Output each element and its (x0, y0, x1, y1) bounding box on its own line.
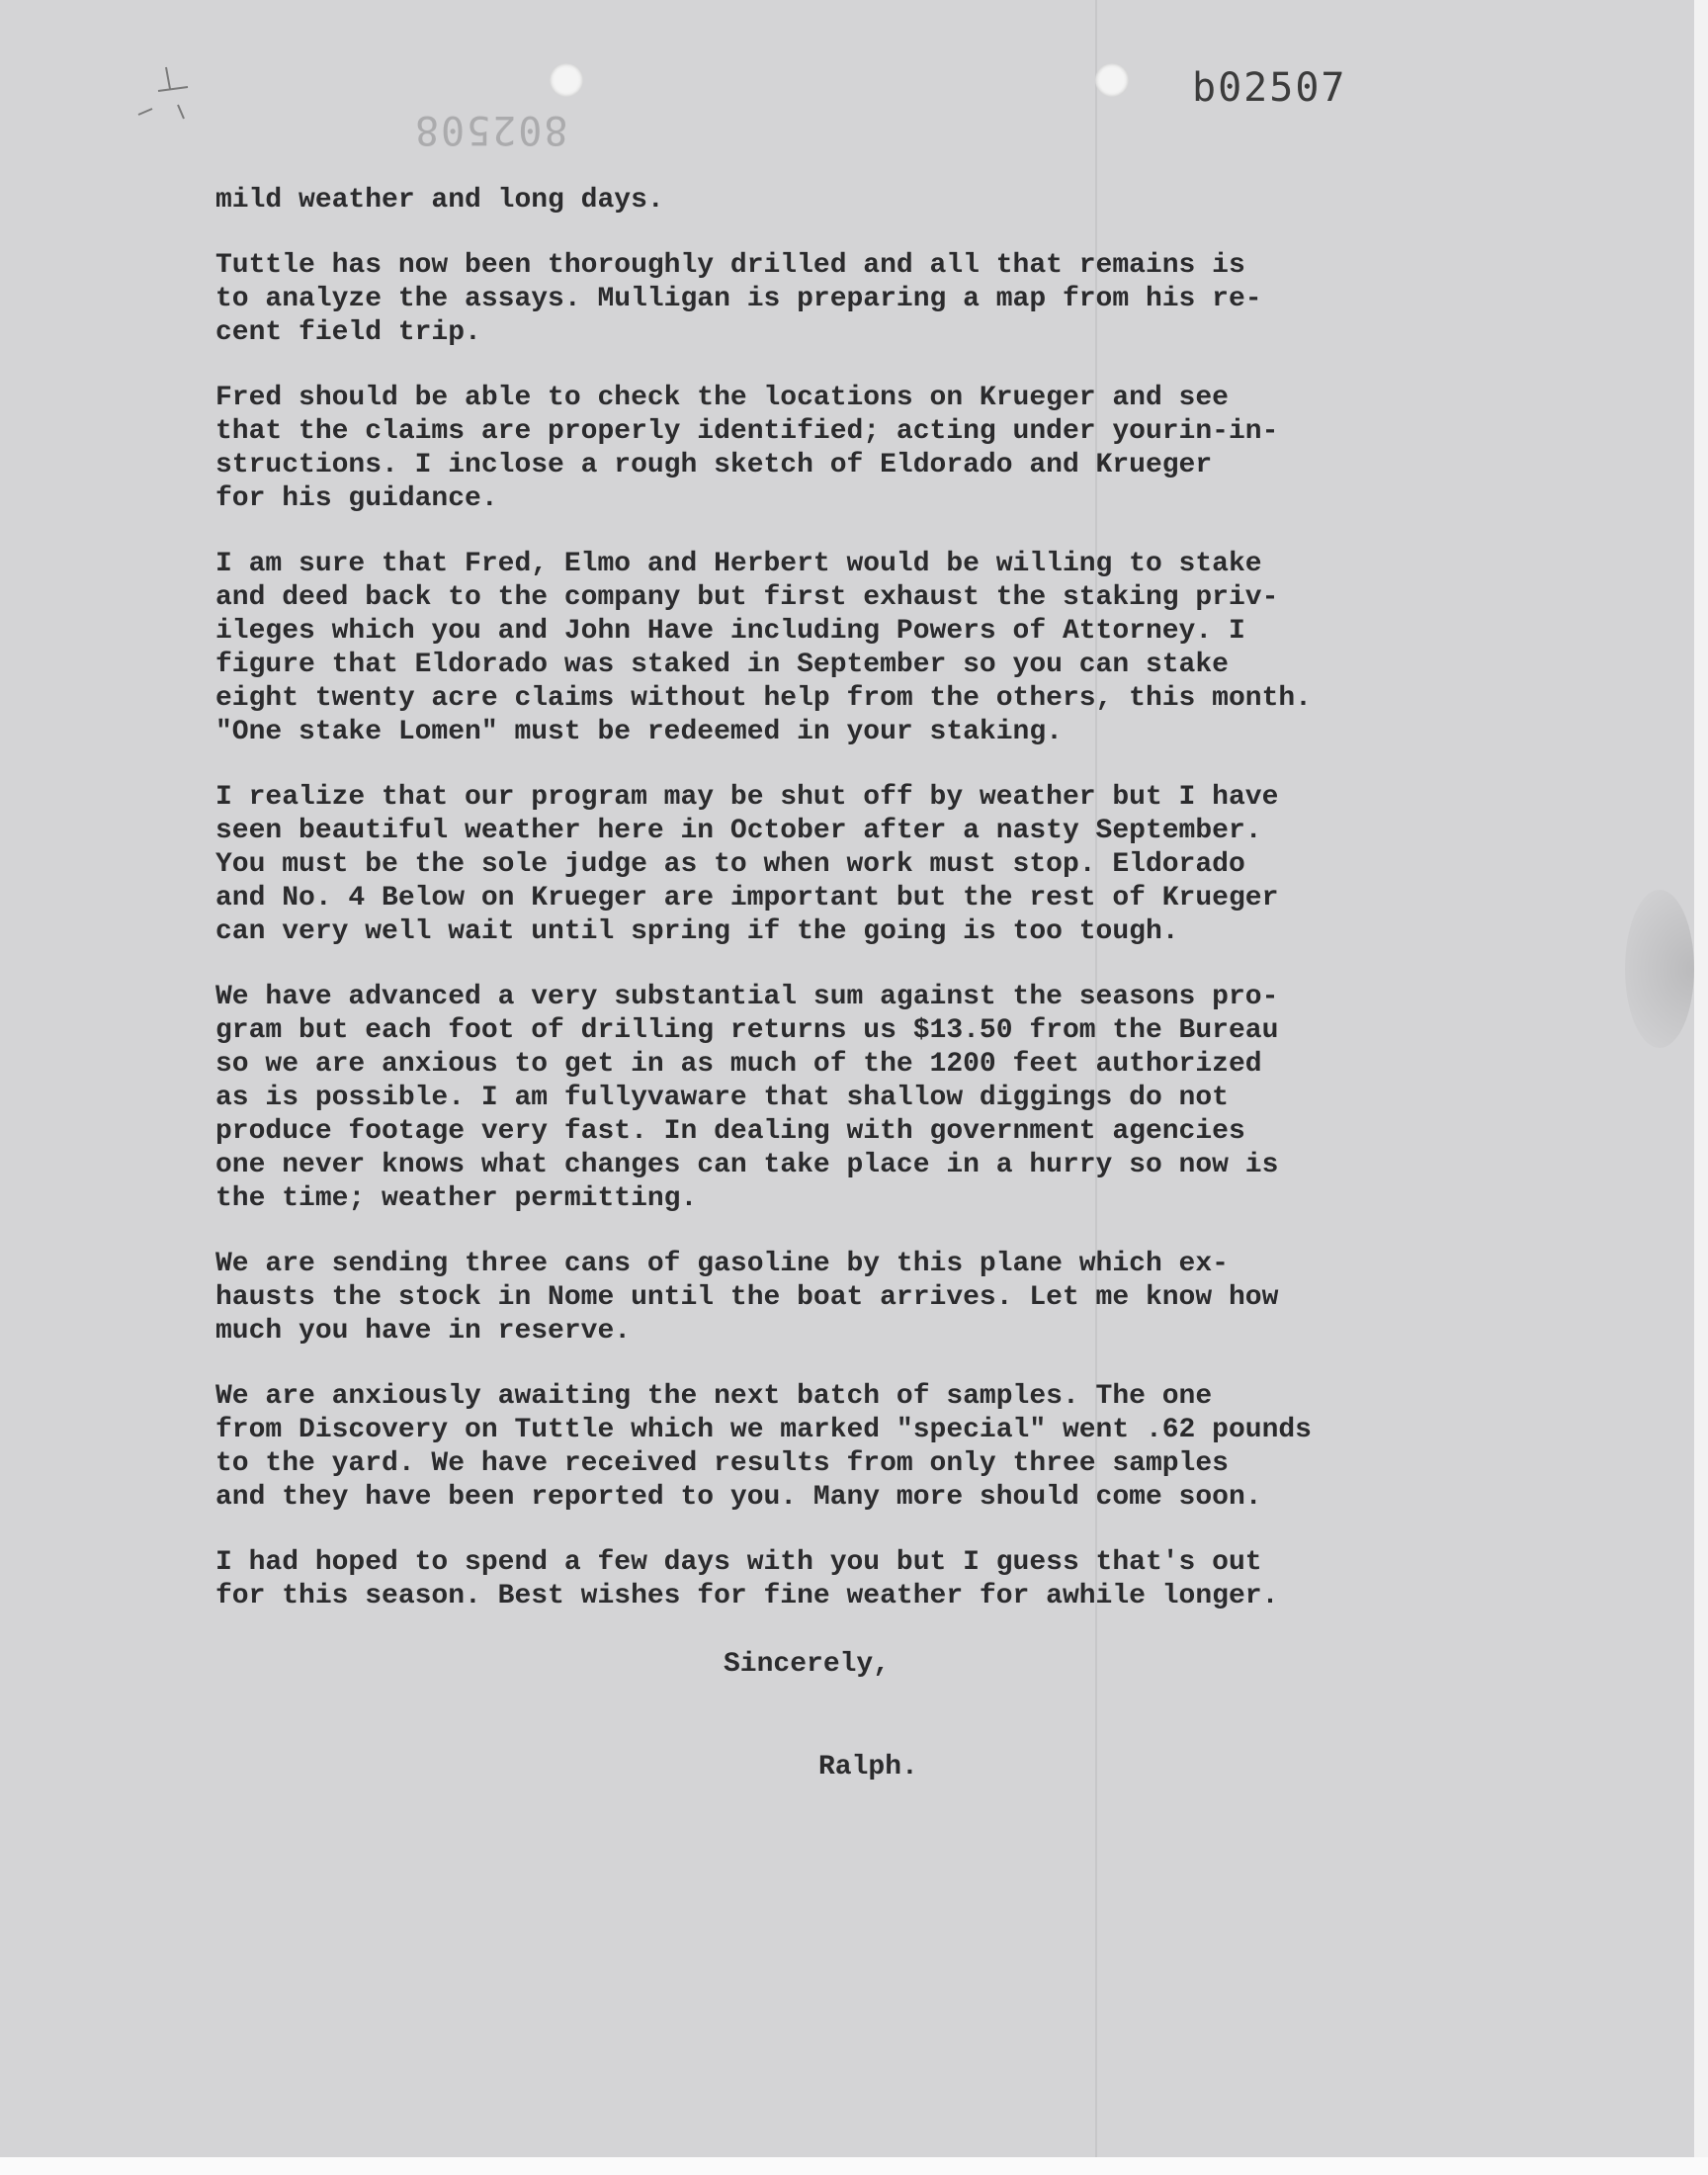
paragraph-9: I had hoped to spend a few days with you but I guess that's out for this season. Best wishes for fine weather for awhile longer. (215, 1547, 1279, 1611)
paragraph-6: We have advanced a very substantial sum against the seasons pro- gram but each foot of drilling returns us $13.50 from the Bureau so we are anxious to get in as much of the 1200 feet authorized as is possible. I am fullyvaware that shallow diggings do not produce footage very fast. In dealing with government agencies one never knows what changes can take place in a hurry so now is the time; weather permitting. (215, 982, 1279, 1214)
paragraph-1: mild weather and long days. (215, 185, 664, 216)
punch-hole-right (1095, 63, 1129, 97)
scan-border (0, 2157, 1708, 2175)
letter-body (215, 184, 1540, 1645)
punch-hole-left (550, 63, 583, 97)
paragraph-5: I realize that our program may be shut off by weather but I have seen beautiful weather here in October after a nasty September. You must be the sole judge as to when work must stop. Eldorado and No. 4 Below on Krueger are important but the rest of Krueger can very well wait until spring if the going is too tough. (215, 782, 1279, 947)
closing: Sincerely, (724, 1649, 891, 1680)
signature: Ralph. (818, 1752, 918, 1783)
document-number: b02507 (1192, 65, 1347, 111)
bleed-through-number: 802508 (413, 107, 568, 152)
paragraph-8: We are anxiously awaiting the next batch of samples. The one from Discovery on Tuttle which we marked "special" went .62 pounds to the yard. We have received results from only three samples and they have been reported to you. Many more should come soon. (215, 1381, 1312, 1513)
edge-smudge (1625, 890, 1694, 1048)
paragraph-4: I am sure that Fred, Elmo and Herbert would be willing to stake and deed back to the company but first exhaust the staking priv- ileges which you and John Have including Powers of Attorney. I figure that Eldorado was staked in September so you can stake eight twenty acre claims without help from the others, this month. "One stake Lomen" must be redeemed in your staking. (215, 549, 1312, 747)
paragraph-2: Tuttle has now been thoroughly drilled and all that remains is to analyze the assays. Mulligan is preparing a map from his re- cent field trip. (215, 250, 1262, 348)
paragraph-3: Fred should be able to check the locations on Krueger and see that the claims are properly identified; acting under yourin-in- structions. I inclose a rough sketch of Eldorado and Krueger for his guidance. (215, 383, 1279, 514)
paragraph-7: We are sending three cans of gasoline by this plane which ex- hausts the stock in Nome until the boat arrives. Let me know how much you have in reserve. (215, 1249, 1279, 1347)
pencil-scratch-mark (119, 59, 208, 129)
